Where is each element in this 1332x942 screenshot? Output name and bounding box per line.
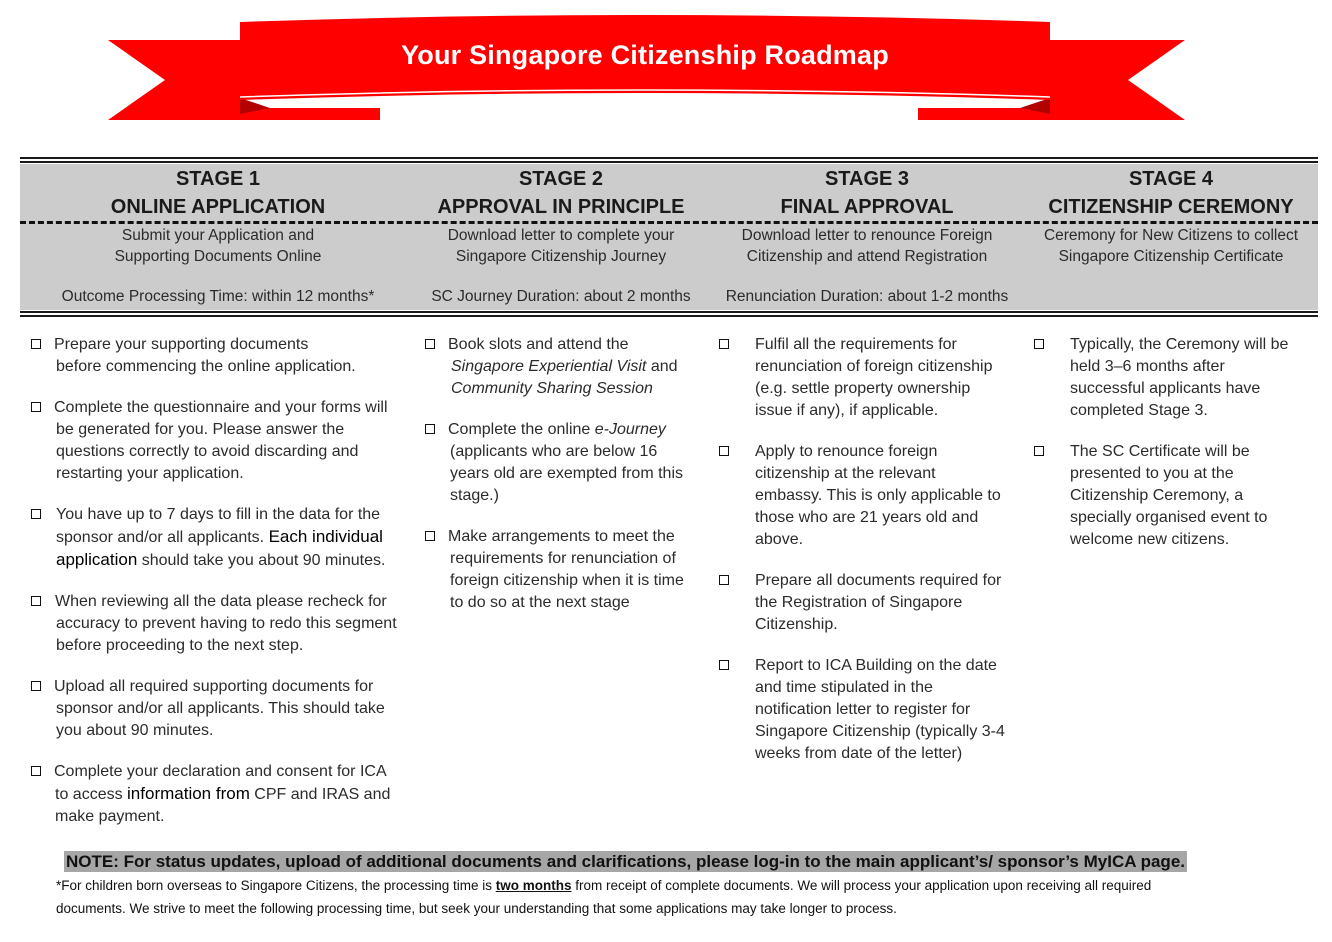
- stage-3-checklist: [719, 334, 1024, 784]
- stage-number: STAGE 4: [1128, 168, 1214, 190]
- list-item: Report to ICA Building on the date and time stipulated in the notification letter to register for Singapore Citizenship (typically 3-4 weeks from date of the letter): [719, 655, 1024, 765]
- top-rule: [20, 157, 1318, 159]
- checkbox-icon: [31, 402, 41, 412]
- checkbox-icon: [31, 509, 41, 519]
- list-item: Complete the questionnaire and your forms will be generated for you. Please answer the questions correctly to avoid discarding and restarting your application.: [31, 397, 416, 485]
- checkbox-icon: [1034, 446, 1044, 456]
- checkbox-icon: [425, 339, 435, 349]
- list-item: Typically, the Ceremony will be held 3–6 months after successful applicants have completed Stage 3.: [1034, 334, 1324, 422]
- checkbox-icon: [31, 766, 41, 776]
- stage-duration: Outcome Processing Time: within 12 months*: [61, 288, 375, 305]
- list-item: When reviewing all the data please recheck for accuracy to prevent having to redo this segment before proceeding to the next step.: [31, 591, 416, 657]
- checkbox-icon: [425, 531, 435, 541]
- stage-title: APPROVAL IN PRINCIPLE: [437, 196, 685, 218]
- note-banner: NOTE: For status updates, upload of additional documents and clarifications, please log-in to the main applicant’s/ sponsor’s MyICA page.: [66, 852, 1185, 871]
- list-item: Book slots and attend the Singapore Experiential Visit and Community Sharing Session: [425, 334, 705, 400]
- stage-duration: Renunciation Duration: about 1-2 months: [725, 288, 1009, 305]
- stage-description: Submit your Application and Supporting Documents Online: [114, 227, 322, 265]
- stage-description: Ceremony for New Citizens to collect Singapore Citizenship Certificate: [1043, 227, 1299, 265]
- stage-title: CITIZENSHIP CEREMONY: [1048, 196, 1294, 218]
- checkbox-icon: [31, 681, 41, 691]
- list-item: Apply to renounce foreign citizenship at the relevant embassy. This is only applicable to those who are 21 years old and above.: [719, 441, 1024, 551]
- list-item: Prepare all documents required for the Registration of Singapore Citizenship.: [719, 570, 1024, 636]
- checkbox-icon: [31, 339, 41, 349]
- stage-1-checklist: [31, 334, 416, 847]
- checkbox-icon: [719, 446, 729, 456]
- stage-4-checklist: [1034, 334, 1324, 570]
- list-item: Complete the online e-Journey (applicants who are below 16 years old are exempted from this stage.): [425, 419, 705, 507]
- list-item: Prepare your supporting documents before commencing the online application.: [31, 334, 416, 378]
- stage-duration: SC Journey Duration: about 2 months: [431, 288, 691, 305]
- top-rule-2: [20, 161, 1318, 163]
- dashed-divider: [20, 221, 1318, 224]
- stage-number: STAGE 1: [175, 168, 261, 190]
- bottom-rule: [20, 311, 1318, 313]
- list-item: The SC Certificate will be presented to you at the Citizenship Ceremony, a specially organised event to welcome new citizens.: [1034, 441, 1324, 551]
- list-item: Fulfil all the requirements for renunciation of foreign citizenship (e.g. settle property ownership issue if any), if applicable.: [719, 334, 1024, 422]
- list-item: You have up to 7 days to fill in the data for the sponsor and/or all applicants. Each individual application should take you about 90 minutes.: [31, 504, 416, 572]
- list-item: Complete your declaration and consent for ICA to access information from CPF and IRAS and make payment.: [31, 761, 416, 828]
- footnote: *For children born overseas to Singapore Citizens, the processing time is two months from receipt of complete documents. We will process your application upon receiving all required documents. We strive to meet the following processing time, but seek your understanding that some applications may take longer to process.: [56, 878, 1152, 916]
- stage-description: Download letter to renounce Foreign Citizenship and attend Registration: [741, 227, 993, 265]
- stage-number: STAGE 3: [824, 168, 910, 190]
- stage-title: ONLINE APPLICATION: [110, 196, 326, 218]
- list-item: Make arrangements to meet the requirements for renunciation of foreign citizenship when it is time to do so at the next stage: [425, 526, 705, 614]
- stage-2-checklist: [425, 334, 705, 633]
- stage-number: STAGE 2: [518, 168, 604, 190]
- stage-1-header: [20, 164, 416, 310]
- footnote-emphasis: two months: [495, 878, 572, 893]
- page-title: Your Singapore Citizenship Roadmap: [401, 40, 889, 70]
- stage-title: FINAL APPROVAL: [780, 196, 954, 218]
- stage-3-header: [712, 164, 1022, 310]
- stage-4-header: [1030, 164, 1312, 310]
- stage-2-header: [416, 164, 706, 310]
- bottom-rule-2: [20, 315, 1318, 317]
- checkbox-icon: [719, 660, 729, 670]
- checkbox-icon: [1034, 339, 1044, 349]
- checkbox-icon: [719, 575, 729, 585]
- stage-description: Download letter to complete your Singapore Citizenship Journey: [447, 227, 675, 265]
- checkbox-icon: [31, 596, 41, 606]
- checkbox-icon: [425, 424, 435, 434]
- checkbox-icon: [719, 339, 729, 349]
- stage-header-band: [20, 164, 1318, 310]
- list-item: Upload all required supporting documents for sponsor and/or all applicants. This should take you about 90 minutes.: [31, 676, 416, 742]
